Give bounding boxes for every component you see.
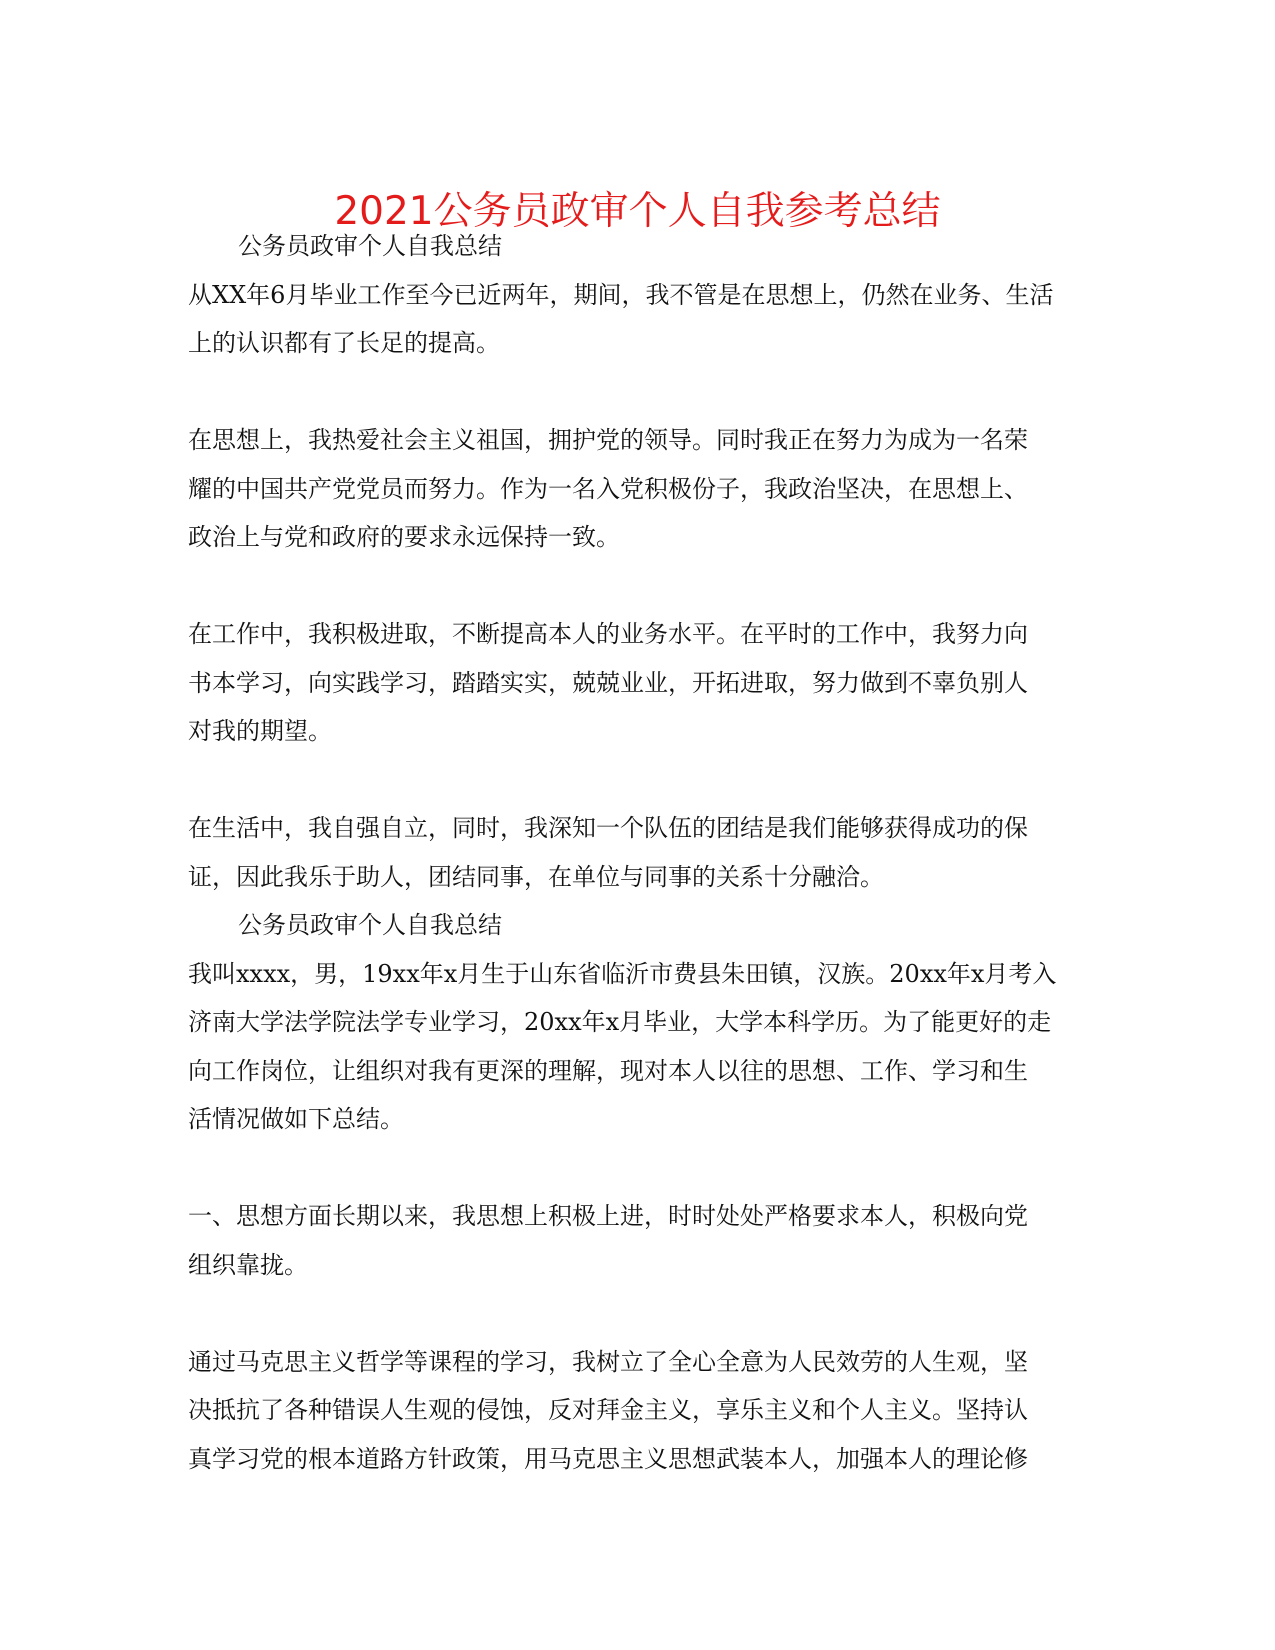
section-heading: 公务员政审个人自我总结 xyxy=(238,911,502,939)
text-line: 组织靠拢。 xyxy=(188,1250,308,1279)
text-line: 济南大学法学院法学专业学习，20xx年x月毕业，大学本科学历。为了能更好的走 xyxy=(188,1008,1052,1036)
text-line: 决抵抗了各种错误人生观的侵蚀，反对拜金主义，享乐主义和个人主义。坚持认 xyxy=(188,1396,1028,1424)
blank-line xyxy=(188,1144,1088,1193)
text-line: 在生活中，我自强自立，同时，我深知一个队伍的团结是我们能够获得成功的保 xyxy=(188,814,1028,842)
text-line: 活情况做如下总结。 xyxy=(188,1105,404,1133)
text-line: 在工作中，我积极进取，不断提高本人的业务水平。在平时的工作中，我努力向 xyxy=(188,620,1028,648)
blank-line xyxy=(188,1289,1088,1338)
text-line: 政治上与党和政府的要求永远保持一致。 xyxy=(188,523,620,551)
document-title: 2021公务员政审个人自我参考总结 xyxy=(334,189,941,235)
text-line: 我叫xxxx，男，19xx年x月生于山东省临沂市费县朱田镇，汉族。20xx年x月考入 xyxy=(188,959,1057,988)
blank-line xyxy=(188,562,1088,611)
text-line: 对我的期望。 xyxy=(188,717,332,745)
document-body xyxy=(188,222,1088,1483)
text-line: 从XX年6月毕业工作至今已近两年，期间，我不管是在思想上，仍然在业务、生活 xyxy=(188,280,1054,309)
text-line: 通过马克思主义哲学等课程的学习，我树立了全心全意为人民效劳的人生观，坚 xyxy=(188,1347,1028,1376)
text-line: 一、思想方面长期以来，我思想上积极上进，时时处处严格要求本人，积极向党 xyxy=(188,1202,1028,1230)
text-line: 证，因此我乐于助人，团结同事，在单位与同事的关系十分融洽。 xyxy=(188,862,884,891)
text-line: 耀的中国共产党党员而努力。作为一名入党积极份子，我政治坚决，在思想上、 xyxy=(188,474,1028,503)
blank-line xyxy=(188,368,1088,417)
text-line: 上的认识都有了长足的提高。 xyxy=(188,329,500,357)
blank-line xyxy=(188,756,1088,805)
text-line: 在思想上，我热爱社会主义祖国，拥护党的领导。同时我正在努力为成为一名荣 xyxy=(188,426,1028,454)
text-line: 向工作岗位，让组织对我有更深的理解，现对本人以往的思想、工作、学习和生 xyxy=(188,1056,1028,1085)
text-line: 真学习党的根本道路方针政策，用马克思主义思想武装本人，加强本人的理论修 xyxy=(188,1444,1028,1473)
text-line: 书本学习，向实践学习，踏踏实实，兢兢业业，开拓进取，努力做到不辜负别人 xyxy=(188,668,1028,697)
section-heading: 公务员政审个人自我总结 xyxy=(238,232,502,260)
